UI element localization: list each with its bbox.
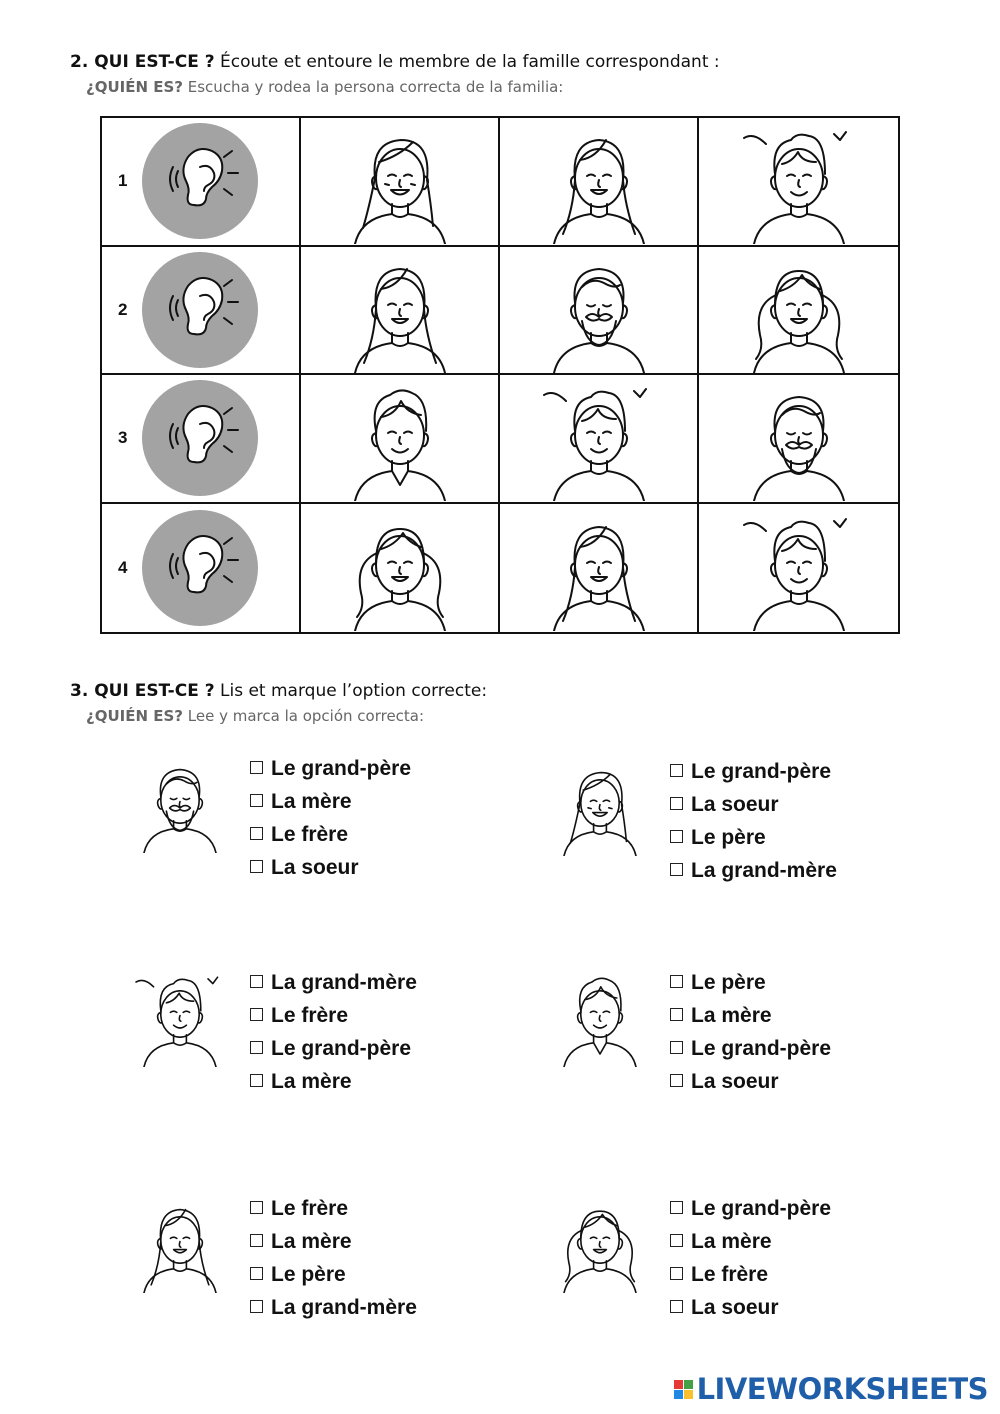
checkbox-icon[interactable]	[670, 975, 683, 988]
face-option-mother[interactable]	[500, 504, 699, 633]
ex3-title: 3. QUI EST-CE ? Lis et marque l’option correcte:	[70, 681, 488, 701]
option-label: Le grand-père	[691, 1197, 832, 1220]
audio-cell	[102, 375, 301, 504]
logo-block	[674, 1380, 683, 1389]
checkbox-icon[interactable]	[670, 764, 683, 777]
mother-portrait-icon	[325, 247, 475, 373]
brother-portrait-icon	[724, 505, 874, 631]
option-label: La grand-mère	[691, 859, 837, 882]
option-checkbox[interactable]	[250, 851, 411, 884]
option-checkbox[interactable]	[250, 785, 411, 818]
row-number: 1	[118, 171, 128, 191]
play-audio-ear-icon[interactable]	[142, 123, 258, 239]
option-checkbox[interactable]	[670, 821, 837, 854]
option-label: Le frère	[271, 823, 349, 846]
option-checkbox[interactable]	[250, 1192, 417, 1225]
checkbox-icon[interactable]	[250, 827, 263, 840]
grandmother-portrait-icon	[540, 755, 660, 879]
checkbox-icon[interactable]	[670, 797, 683, 810]
father-portrait-icon	[325, 375, 475, 501]
option-list	[250, 752, 411, 884]
option-label: La mère	[691, 1230, 772, 1253]
face-option-grandfather[interactable]	[500, 247, 699, 376]
option-label: La mère	[691, 1004, 772, 1027]
face-option-grandmother[interactable]	[301, 118, 500, 247]
sister-portrait-icon	[540, 1192, 660, 1316]
checkbox-icon[interactable]	[250, 1074, 263, 1087]
liveworksheets-logo: LIVEWORKSHEETS	[674, 1372, 988, 1406]
checkbox-icon[interactable]	[670, 1008, 683, 1021]
grandfather-portrait-icon	[120, 752, 240, 876]
checkbox-icon[interactable]	[250, 761, 263, 774]
checkbox-icon[interactable]	[250, 1041, 263, 1054]
option-list	[670, 755, 837, 887]
option-label: Le grand-père	[691, 1037, 832, 1060]
play-audio-ear-icon[interactable]	[142, 510, 258, 626]
row-number: 3	[118, 428, 128, 448]
option-label: Le grand-père	[691, 760, 832, 783]
face-option-brother[interactable]	[500, 375, 699, 504]
option-label: Le grand-père	[271, 757, 412, 780]
option-checkbox[interactable]	[670, 755, 837, 788]
option-checkbox[interactable]	[670, 1291, 831, 1324]
audio-cell	[102, 247, 301, 376]
option-checkbox[interactable]	[250, 1225, 417, 1258]
logo-block	[684, 1380, 693, 1389]
checkbox-icon[interactable]	[250, 1008, 263, 1021]
father-portrait-icon	[540, 966, 660, 1090]
face-option-grandfather[interactable]	[699, 375, 898, 504]
option-checkbox[interactable]	[670, 999, 831, 1032]
option-list	[250, 1192, 417, 1324]
grandfather-portrait-icon	[724, 375, 874, 501]
option-checkbox[interactable]	[670, 1258, 831, 1291]
checkbox-icon[interactable]	[670, 1041, 683, 1054]
sister-portrait-icon	[724, 247, 874, 373]
checkbox-icon[interactable]	[250, 1300, 263, 1313]
option-checkbox[interactable]	[250, 1258, 417, 1291]
option-checkbox[interactable]	[670, 1065, 831, 1098]
logo-block	[684, 1390, 693, 1399]
checkbox-icon[interactable]	[670, 1074, 683, 1087]
play-audio-ear-icon[interactable]	[142, 380, 258, 496]
ex2-title: 2. QUI EST-CE ? Écoute et entoure le membre de la famille correspondant :	[70, 52, 720, 72]
sister-portrait-icon	[325, 505, 475, 631]
checkbox-icon[interactable]	[250, 1201, 263, 1214]
ex2-subtitle: ¿QUIÉN ES? Escucha y rodea la persona correcta de la familia:	[86, 78, 564, 96]
audio-cell	[102, 118, 301, 247]
mother-portrait-icon	[524, 505, 674, 631]
option-label: Le frère	[271, 1197, 349, 1220]
option-checkbox[interactable]	[250, 1032, 417, 1065]
face-option-brother[interactable]	[699, 118, 898, 247]
option-label: Le frère	[271, 1004, 349, 1027]
face-option-mother[interactable]	[500, 118, 699, 247]
option-label: La soeur	[691, 1296, 779, 1319]
listening-grid	[100, 116, 900, 634]
option-checkbox[interactable]	[670, 1192, 831, 1225]
checkbox-icon[interactable]	[250, 975, 263, 988]
play-audio-ear-icon[interactable]	[142, 252, 258, 368]
brother-portrait-icon	[524, 375, 674, 501]
checkbox-icon[interactable]	[250, 860, 263, 873]
option-label: La grand-mère	[271, 971, 417, 994]
option-label: La soeur	[691, 1070, 779, 1093]
grandmother-portrait-icon	[325, 118, 475, 244]
mother-portrait-icon	[120, 1192, 240, 1316]
grandfather-portrait-icon	[524, 247, 674, 373]
option-label: Le père	[271, 1263, 346, 1286]
option-label: La soeur	[691, 793, 779, 816]
option-list	[670, 966, 831, 1098]
logo-blocks-icon	[674, 1380, 693, 1399]
brother-portrait-icon	[724, 118, 874, 244]
option-checkbox[interactable]	[250, 818, 411, 851]
row-number: 4	[118, 557, 128, 577]
ex3-subtitle: ¿QUIÉN ES? Lee y marca la opción correcta:	[86, 707, 425, 725]
option-checkbox[interactable]	[250, 752, 411, 785]
logo-block	[674, 1390, 683, 1399]
checkbox-icon[interactable]	[250, 1234, 263, 1247]
checkbox-icon[interactable]	[670, 830, 683, 843]
face-option-father[interactable]	[301, 375, 500, 504]
option-checkbox[interactable]	[670, 1225, 831, 1258]
option-label: La soeur	[271, 856, 359, 879]
audio-cell	[102, 504, 301, 633]
checkbox-icon[interactable]	[670, 1300, 683, 1313]
option-label: Le grand-père	[271, 1037, 412, 1060]
option-label: La mère	[271, 790, 352, 813]
option-label: La grand-mère	[271, 1296, 417, 1319]
mother-portrait-icon	[524, 118, 674, 244]
face-option-brother[interactable]	[699, 504, 898, 633]
option-label: Le frère	[691, 1263, 769, 1286]
checkbox-icon[interactable]	[250, 794, 263, 807]
option-label: Le père	[691, 826, 766, 849]
option-label: La mère	[271, 1070, 352, 1093]
checkbox-icon[interactable]	[670, 1234, 683, 1247]
option-list	[670, 1192, 831, 1324]
option-label: Le père	[691, 971, 766, 994]
brother-portrait-icon	[120, 966, 240, 1090]
face-option-sister[interactable]	[699, 247, 898, 376]
option-checkbox[interactable]	[670, 1032, 831, 1065]
checkbox-icon[interactable]	[670, 1201, 683, 1214]
option-list	[250, 966, 417, 1098]
option-checkbox[interactable]	[670, 854, 837, 887]
checkbox-icon[interactable]	[250, 1267, 263, 1280]
option-checkbox[interactable]	[250, 1065, 417, 1098]
option-checkbox[interactable]	[670, 788, 837, 821]
checkbox-icon[interactable]	[670, 863, 683, 876]
option-checkbox[interactable]	[250, 999, 417, 1032]
checkbox-icon[interactable]	[670, 1267, 683, 1280]
option-checkbox[interactable]	[670, 966, 831, 999]
option-label: La mère	[271, 1230, 352, 1253]
face-option-mother[interactable]	[301, 247, 500, 376]
option-checkbox[interactable]	[250, 1291, 417, 1324]
option-checkbox[interactable]	[250, 966, 417, 999]
face-option-sister[interactable]	[301, 504, 500, 633]
row-number: 2	[118, 299, 128, 319]
